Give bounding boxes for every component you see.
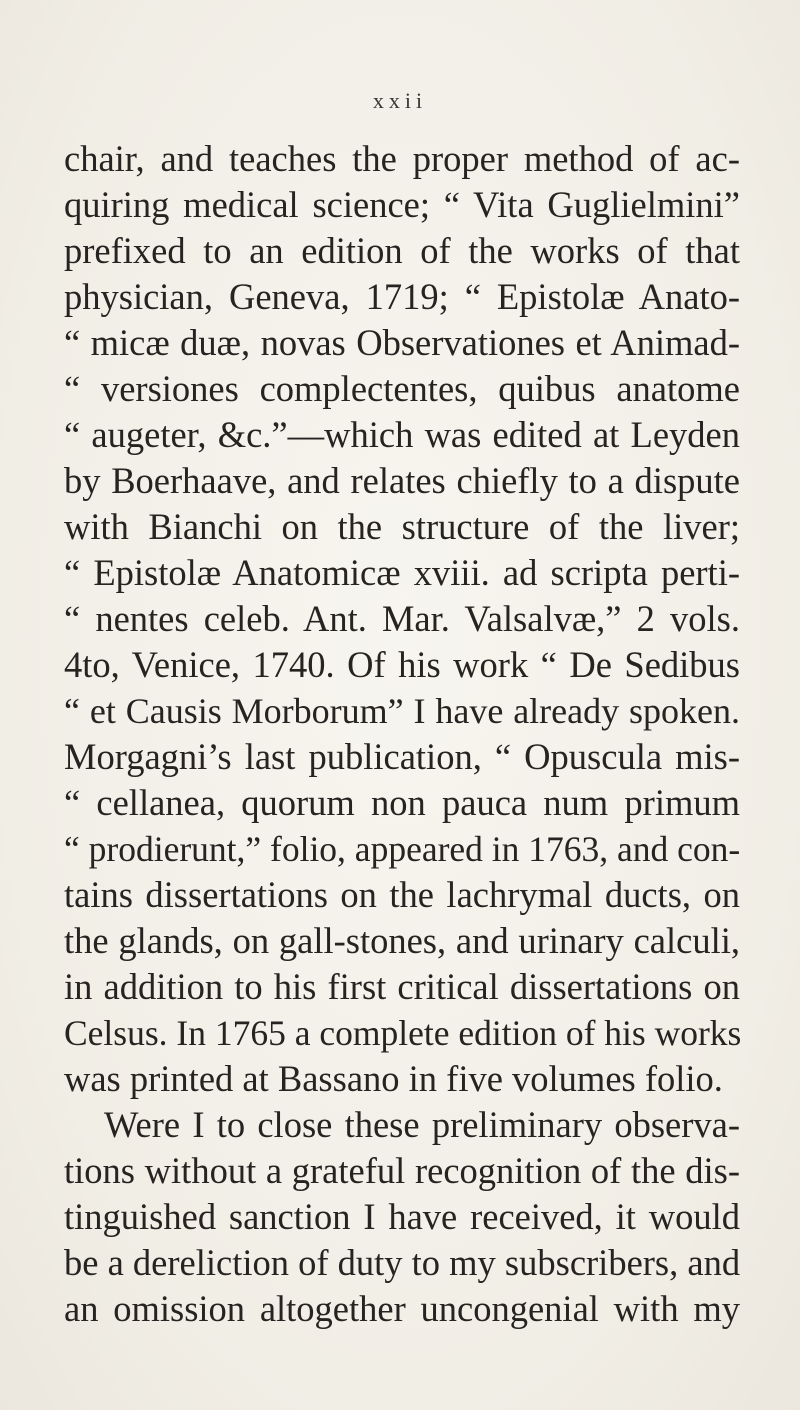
text-line: “ et Causis Morborum” I have already spoken. xyxy=(64,691,740,731)
text-line: 4to, Venice, 1740. Of his work “ De Sedibus xyxy=(64,644,740,685)
text-line: Morgagni’s last publication, “ Opuscula mis- xyxy=(64,736,740,777)
text-line: tains dissertations on the lachrymal ducts, on xyxy=(64,874,740,915)
text-line: prefixed to an edition of the works of that xyxy=(64,230,740,271)
page-number: xxii xyxy=(372,88,428,113)
text-line: Celsus. In 1765 a complete edition of his works xyxy=(64,1013,742,1053)
text-line: physician, Geneva, 1719; “ Epistolæ Anato- xyxy=(64,276,740,317)
text-line: “ versiones complectentes, quibus anatome xyxy=(64,368,740,409)
text-line: “ augeter, &c.”—which was edited at Leyden xyxy=(64,414,740,455)
text-line: with Bianchi on the structure of the liver; xyxy=(64,506,740,547)
text-line: “ micæ duæ, novas Observationes et Animad- xyxy=(64,322,740,363)
text-line: in addition to his first critical dissertations on xyxy=(64,966,740,1007)
text-line: “ prodierunt,” folio, appeared in 1763, and con- xyxy=(64,829,741,869)
text-line: “ cellanea, quorum non pauca num primum xyxy=(64,782,740,823)
text-line: the glands, on gall-stones, and urinary calculi, xyxy=(64,920,740,961)
text-line: “ Epistolæ Anatomicæ xviii. ad scripta perti- xyxy=(64,552,740,593)
body-text xyxy=(64,136,740,1332)
text-line: by Boerhaave, and relates chiefly to a dispute xyxy=(64,460,740,501)
text-line: an omission altogether uncongenial with my xyxy=(64,1288,740,1329)
text-line: chair, and teaches the proper method of ac- xyxy=(64,138,740,179)
text-line: “ nentes celeb. Ant. Mar. Valsalvæ,” 2 vols. xyxy=(64,598,740,639)
text-line: was printed at Bassano in five volumes folio. xyxy=(64,1058,723,1099)
text-line: quiring medical science; “ Vita Guglielmini” xyxy=(64,184,740,225)
text-line: tinguished sanction I have received, it would xyxy=(64,1196,740,1237)
paragraph-start-line: Were I to close these preliminary observa- xyxy=(104,1104,740,1145)
text-line: be a dereliction of duty to my subscribers, and xyxy=(64,1242,741,1283)
text-line: tions without a grateful recognition of the dis- xyxy=(64,1150,740,1191)
